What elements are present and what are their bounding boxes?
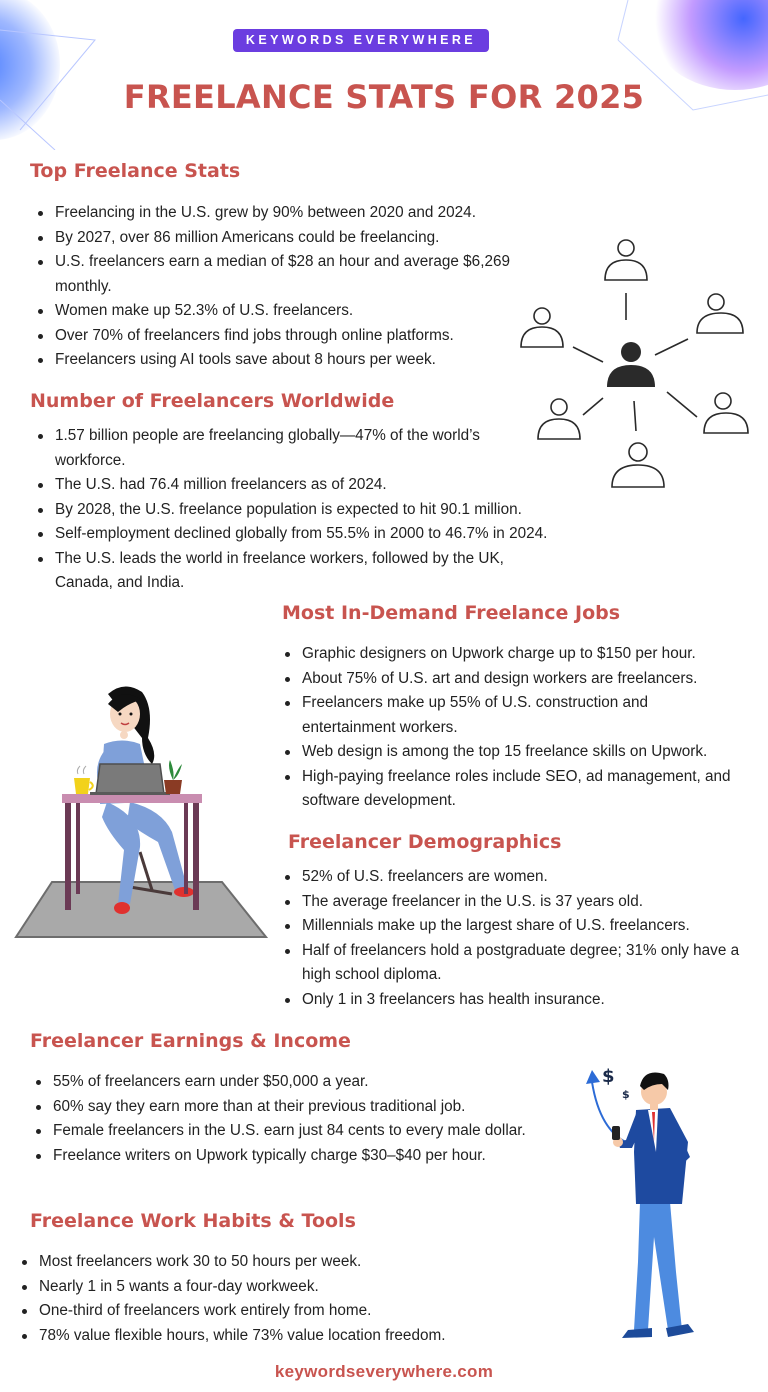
list-item: Most freelancers work 30 to 50 hours per week. [14, 1250, 534, 1275]
list-item: About 75% of U.S. art and design workers are freelancers. [277, 667, 762, 692]
list-item: Web design is among the top 15 freelance skills on Upwork. [277, 740, 762, 765]
dollar-sign-large: $ [602, 1066, 615, 1087]
list-item: 60% say they earn more than at their previous traditional job. [28, 1095, 548, 1120]
section-title-top-stats: Top Freelance Stats [30, 160, 241, 182]
woman-at-desk-illustration [12, 682, 272, 942]
section-title-earnings: Freelancer Earnings & Income [30, 1030, 351, 1052]
list-item: U.S. freelancers earn a median of $28 an hour and average $6,269 monthly. [30, 250, 520, 299]
list-item: Freelancing in the U.S. grew by 90% between 2020 and 2024. [30, 201, 520, 226]
corner-gradient-left [0, 0, 60, 140]
list-item: Self-employment declined globally from 55.5% in 2000 to 46.7% in 2024. [30, 522, 610, 547]
list-item: The U.S. had 76.4 million freelancers as of 2024. [30, 473, 610, 498]
list-item: Female freelancers in the U.S. earn just 84 cents to every male dollar. [28, 1119, 528, 1144]
list-item: Women make up 52.3% of U.S. freelancers. [30, 299, 520, 324]
list-item: Freelancers using AI tools save about 8 hours per week. [30, 348, 520, 373]
brand-badge: KEYWORDS EVERYWHERE [233, 29, 489, 52]
list-item: 52% of U.S. freelancers are women. [277, 865, 747, 890]
section-title-habits: Freelance Work Habits & Tools [30, 1210, 356, 1232]
list-item: By 2027, over 86 million Americans could be freelancing. [30, 226, 520, 251]
demographics-list [277, 865, 747, 1012]
list-item: The average freelancer in the U.S. is 37 years old. [277, 890, 747, 915]
list-item: Over 70% of freelancers find jobs through online platforms. [30, 324, 520, 349]
section-title-jobs: Most In-Demand Freelance Jobs [282, 602, 621, 624]
top-stats-list [30, 201, 520, 373]
list-item: Freelance writers on Upwork typically charge $30–$40 per hour. [28, 1144, 548, 1169]
list-item: Nearly 1 in 5 wants a four-day workweek. [14, 1275, 534, 1300]
list-item: 1.57 billion people are freelancing globally—47% of the world’s workforce. [30, 424, 520, 473]
worldwide-list [30, 424, 610, 596]
list-item: The U.S. leads the world in freelance workers, followed by the UK, Canada, and India. [30, 547, 555, 596]
section-title-worldwide: Number of Freelancers Worldwide [30, 390, 395, 412]
list-item: Freelancers make up 55% of U.S. construction and entertainment workers. [277, 691, 697, 740]
list-item: By 2028, the U.S. freelance population is expected to hit 90.1 million. [30, 498, 610, 523]
list-item: Half of freelancers hold a postgraduate degree; 31% only have a high school diploma. [277, 939, 747, 988]
section-title-demographics: Freelancer Demographics [288, 831, 562, 853]
footer-website-link[interactable]: keywordseverywhere.com [274, 1362, 494, 1381]
corner-lines-left [0, 0, 110, 150]
page-title: FREELANCE STATS FOR 2025 [123, 78, 645, 116]
dollar-sign-small: $ [622, 1088, 630, 1101]
list-item: High-paying freelance roles include SEO, ad management, and software development. [277, 765, 762, 814]
list-item: One-third of freelancers work entirely from home. [14, 1299, 534, 1324]
corner-gradient-right [650, 0, 768, 90]
list-item: Graphic designers on Upwork charge up to $150 per hour. [277, 642, 762, 667]
earnings-list [28, 1070, 548, 1168]
list-item: Millennials make up the largest share of U.S. freelancers. [277, 914, 747, 939]
man-with-phone-money-illustration [578, 1062, 718, 1342]
list-item: 55% of freelancers earn under $50,000 a year. [28, 1070, 548, 1095]
list-item: 78% value flexible hours, while 73% value location freedom. [14, 1324, 534, 1349]
list-item: Only 1 in 3 freelancers has health insurance. [277, 988, 747, 1013]
habits-list [14, 1250, 534, 1348]
jobs-list [277, 642, 762, 814]
